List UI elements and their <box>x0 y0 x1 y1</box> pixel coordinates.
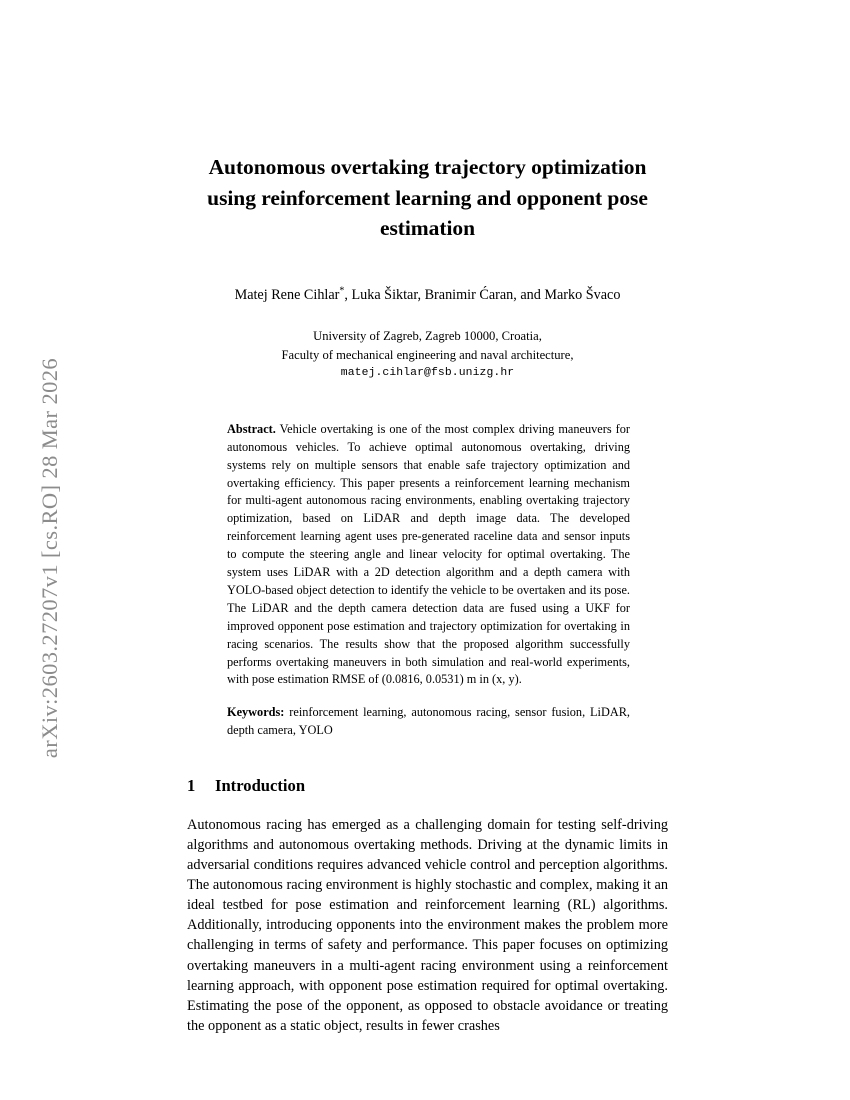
abstract-paragraph <box>227 421 630 689</box>
affiliation-line-2: Faculty of mechanical engineering and naval architecture, <box>281 347 574 362</box>
section-number: 1 <box>187 776 196 796</box>
contact-email: matej.cihlar@fsb.unizg.hr <box>340 366 515 379</box>
abstract-text: Vehicle overtaking is one of the most complex driving maneuvers for autonomous vehicles. To achieve optimal autonomous overtaking, driving systems rely on multiple sensors that enable safe trajectory optimization and overtaking efficiency. This paper presents a reinforcement learning mechanism for multi-agent autonomous racing environments, enabling overtaking trajectory optimization, based on LiDAR and depth image data. The developed reinforcement learning agent uses pre-generated raceline data and sensor inputs to compute the steering angle and linear velocity for optimal overtaking. The system uses LiDAR with a 2D detection algorithm and a depth camera with YOLO-based object detection to identify the vehicle to be overtaken and its pose. The LiDAR and the depth camera detection data are fused using a UKF for improved opponent pose estimation and trajectory optimization for overtaking in racing scenarios. The results show that the proposed algorithm successfully performs overtaking maneuvers in both simulation and real-world experiments, with pose estimation RMSE of (0.0816, 0.0531) m in (x, y). <box>227 421 630 687</box>
paper-content-column <box>187 0 668 1036</box>
section-title: Introduction <box>215 776 306 796</box>
author-names-rest: , Luka Šiktar, Branimir Ćaran, and Marko Švaco <box>344 286 621 303</box>
corresponding-author-marker: * <box>339 284 345 296</box>
abstract-label: Abstract. <box>227 421 276 436</box>
affiliation-line-1: University of Zagreb, Zagreb 10000, Croatia, <box>313 329 542 344</box>
affiliation <box>187 305 668 364</box>
keywords-text: reinforcement learning, autonomous racing, sensor fusion, LiDAR, depth camera, YOLO <box>227 705 631 738</box>
abstract-block <box>227 379 630 740</box>
author-list <box>187 244 668 306</box>
keywords-paragraph <box>227 689 630 740</box>
arxiv-identifier-text: arXiv:2603.27207v1 [cs.RO] 28 Mar 2026 <box>37 357 62 759</box>
author-names-first: Matej Rene Cihlar <box>234 286 340 303</box>
section-heading-introduction <box>187 740 668 796</box>
introduction-paragraph: Autonomous racing has emerged as a challenging domain for testing self-driving algorithms and autonomous overtaking methods. Driving at the dynamic limits in adversarial conditions requires advanced vehicle control and perception algorithms. The autonomous racing environment is highly stochastic and complex, making it an ideal testbed for pose estimation and reinforcement learning (RL) algorithms. Additionally, introducing opponents into the environment makes the problem more challenging in terms of safety and performance. This paper focuses on optimizing overtaking maneuvers in a multi-agent racing environment using a reinforcement learning approach, with opponent pose estimation required for optimal overtaking. Estimating the pose of the opponent, as opposed to obstacle avoidance or treating the opponent as a static object, results in fewer crashes <box>187 816 668 1034</box>
paper-title: Autonomous overtaking trajectory optimization using reinforcement learning and opponent pose estimation <box>207 155 648 241</box>
arxiv-stamp <box>0 0 90 1100</box>
keywords-label: Keywords: <box>227 705 285 720</box>
